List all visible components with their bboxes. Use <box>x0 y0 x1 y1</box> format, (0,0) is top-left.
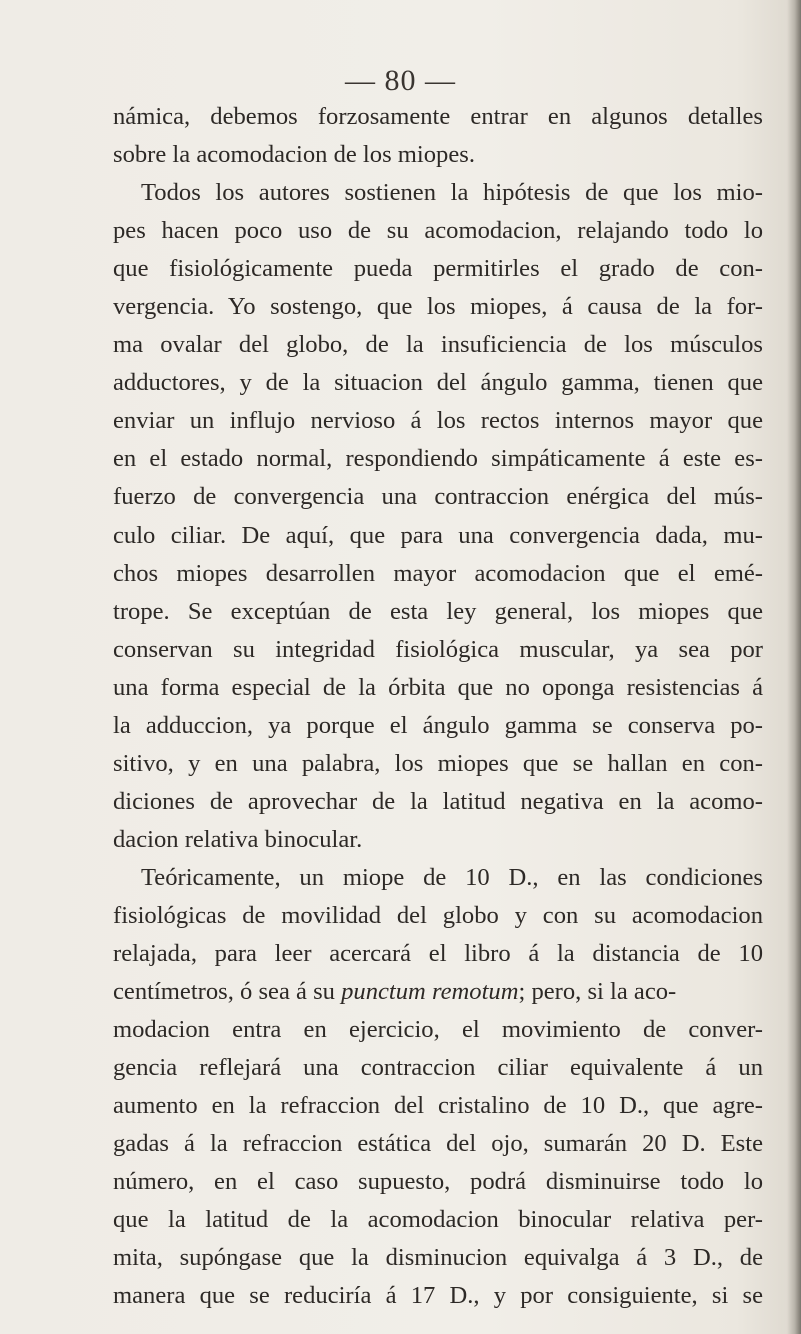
text-line: trope. Se exceptúan de esta ley general, los miopes que <box>113 597 763 625</box>
text-line: que fisiológicamente pueda permitirles el grado de con- <box>113 255 763 283</box>
text-segment: ; pero, si la aco- <box>518 978 677 1006</box>
text-line: gencia reflejará una contraccion ciliar equivalente á un <box>113 1054 763 1082</box>
text-line: chos miopes desarrollen mayor acomodacion que el emé- <box>113 559 763 587</box>
text-segment: centímetros, ó sea á su <box>113 978 342 1006</box>
text-line: ma ovalar del globo, de la insuficiencia de los músculos <box>113 331 763 359</box>
text-line: relajada, para leer acercará el libro á la distancia de 10 <box>113 940 763 968</box>
text-line: pes hacen poco uso de su acomodacion, relajando todo lo <box>113 217 763 245</box>
text-line: manera que se reduciría á 17 D., y por consiguiente, si se <box>113 1282 763 1310</box>
text-line: una forma especial de la órbita que no oponga resistencias á <box>113 673 763 701</box>
text-line: sobre la acomodacion de los miopes. <box>113 141 475 169</box>
text-line: conservan su integridad fisiológica muscular, ya sea por <box>113 635 763 663</box>
text-line <box>113 973 763 1011</box>
text-line: aumento en la refraccion del cristalino de 10 D., que agre- <box>113 1092 763 1120</box>
text-line: mita, supóngase que la disminucion equivalga á 3 D., de <box>113 1244 763 1272</box>
text-line: enviar un influjo nervioso á los rectos internos mayor que <box>113 407 763 435</box>
text-line: Todos los autores sostienen la hipótesis de que los mio- <box>141 179 763 207</box>
text-line: modacion entra en ejercicio, el movimiento de conver- <box>113 1016 763 1044</box>
text-line: en el estado normal, respondiendo simpáticamente á este es- <box>113 445 763 473</box>
text-line: la adduccion, ya porque el ángulo gamma se conserva po- <box>113 711 763 739</box>
text-line: námica, debemos forzosamente entrar en algunos detalles <box>113 103 763 130</box>
text-line: adductores, y de la situacion del ángulo gamma, tienen que <box>113 369 763 397</box>
text-line: dacion relativa binocular. <box>113 825 363 853</box>
page-edge-shadow <box>787 0 801 1334</box>
body-text <box>113 98 763 1316</box>
text-line: fuerzo de convergencia una contraccion enérgica del mús- <box>113 483 763 511</box>
text-line: que la latitud de la acomodacion binocular relativa per- <box>113 1206 763 1234</box>
page-number: — 80 — <box>345 64 456 97</box>
text-line: culo ciliar. De aquí, que para una convergencia dada, mu- <box>113 521 763 549</box>
text-line: Teóricamente, un miope de 10 D., en las condiciones <box>141 863 763 891</box>
text-line: gadas á la refraccion estática del ojo, sumarán 20 D. Este <box>113 1130 763 1158</box>
text-line: diciones de aprovechar de la latitud negativa en la acomo- <box>113 787 763 815</box>
text-line: sitivo, y en una palabra, los miopes que se hallan en con- <box>113 749 763 777</box>
text-line: fisiológicas de movilidad del globo y con su acomodacion <box>113 901 763 929</box>
text-line: vergencia. Yo sostengo, que los miopes, á causa de la for- <box>113 293 763 321</box>
text-line: número, en el caso supuesto, podrá disminuirse todo lo <box>113 1168 763 1196</box>
italic-term: punctum remotum <box>341 978 519 1006</box>
